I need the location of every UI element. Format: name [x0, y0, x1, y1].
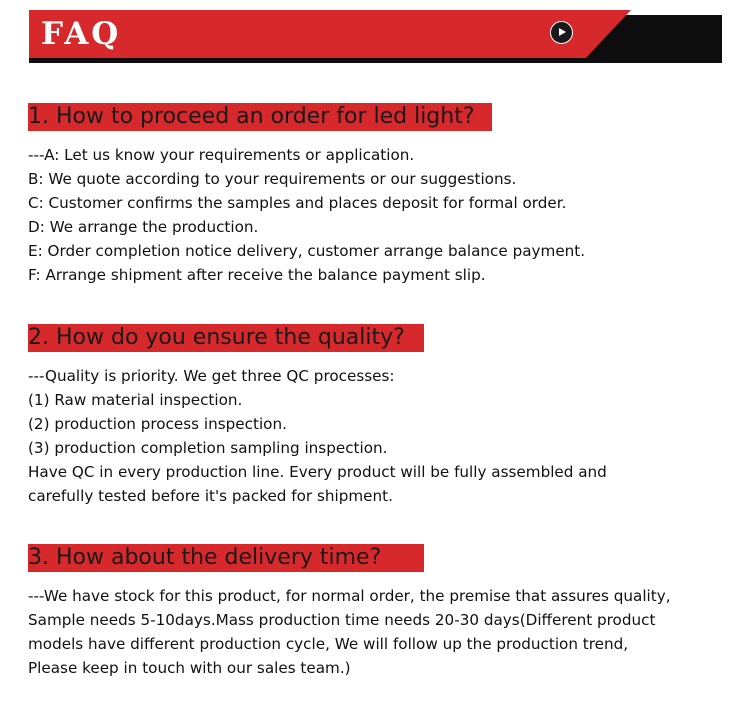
answer-line: ---We have stock for this product, for normal order, the premise that assures quality,	[28, 587, 671, 605]
question-2-heading: 2. How do you ensure the quality?	[28, 324, 424, 352]
answer-line: (2) production process inspection.	[28, 415, 287, 433]
answer-line: carefully tested before it's packed for shipment.	[28, 487, 393, 505]
answer-line: F: Arrange shipment after receive the balance payment slip.	[28, 266, 486, 284]
answer-line: ---Quality is priority. We get three QC processes:	[28, 367, 395, 385]
answer-line: E: Order completion notice delivery, customer arrange balance payment.	[28, 242, 586, 260]
answer-3	[28, 584, 671, 680]
answer-line: Sample needs 5-10days.Mass production time needs 20-30 days(Different product	[28, 611, 656, 629]
answer-line: B: We quote according to your requirements or our suggestions.	[28, 170, 517, 188]
question-3-heading: 3. How about the delivery time?	[28, 544, 424, 572]
play-arrow-icon[interactable]	[550, 21, 573, 44]
answer-line: ---A: Let us know your requirements or application.	[28, 146, 415, 164]
banner-title: FAQ	[41, 16, 122, 52]
answer-line: Please keep in touch with our sales team.)	[28, 659, 351, 677]
answer-line: D: We arrange the production.	[28, 218, 259, 236]
answer-line: (1) Raw material inspection.	[28, 391, 243, 409]
answer-line: (3) production completion sampling inspection.	[28, 439, 388, 457]
answer-line: Have QC in every production line. Every product will be fully assembled and	[28, 463, 607, 481]
question-1-heading: 1. How to proceed an order for led light?	[28, 103, 492, 131]
faq-banner	[29, 10, 722, 63]
answer-2	[28, 364, 607, 508]
answer-line: C: Customer confirms the samples and places deposit for formal order.	[28, 194, 567, 212]
answer-1	[28, 143, 585, 287]
answer-line: models have different production cycle, We will follow up the production trend,	[28, 635, 629, 653]
